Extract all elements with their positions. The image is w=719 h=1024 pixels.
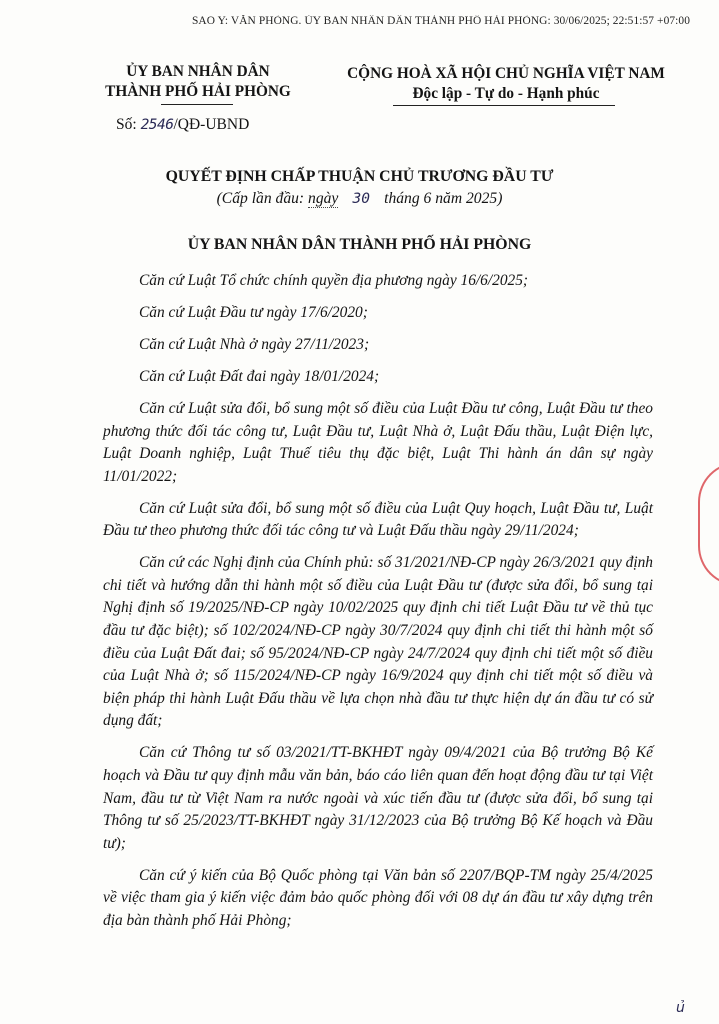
issue-line: [0, 190, 719, 208]
legal-basis-paragraph: Căn cứ Luật Tổ chức chính quyền địa phương ngày 16/6/2025;: [139, 272, 529, 289]
legal-basis-paragraph: Căn cứ Thông tư số 03/2021/TT-BKHĐT ngày 09/4/2021 của Bộ trưởng Bộ Kế hoạch và Đầu tư quy định mẫu văn bản, báo cáo liên quan đến hoạt động đầu tư tại Việt Nam, đầu tư từ Việt Nam ra nước ngoài và xúc tiến đầu tư (được sửa đổi, bổ sung tại Thông tư số 25/2023/TT-BKHĐT ngày 31/12/2023 của Bộ trưởng Bộ Kế hoạch và Đầu tư);: [103, 744, 653, 852]
legal-basis-paragraph: Căn cứ Luật sửa đổi, bổ sung một số điều của Luật Đầu tư công, Luật Đầu tư theo phương thức đối tác công tư, Luật Đầu tư, Luật Nhà ở, Luật Đấu thầu, Luật Điện lực, Luật Doanh nghiệp, Luật Thuế tiêu thụ đặc biệt, Luật Thi hành án dân sự ngày 11/01/2022;: [103, 399, 653, 485]
legal-basis-paragraph: Căn cứ Luật Đất đai ngày 18/01/2024;: [139, 367, 380, 385]
legal-basis-body: [103, 270, 653, 942]
digital-copy-stamp: SAO Y: VĂN PHÒNG. ỦY BAN NHÂN DÂN THÀNH PHỐ HẢI PHÒNG: 30/06/2025; 22:51:57 +07:00: [192, 15, 691, 27]
agency-line-2: THÀNH PHỐ HẢI PHÒNG: [105, 83, 291, 100]
legal-basis-paragraph: Căn cứ các Nghị định của Chính phủ: số 31/2021/NĐ-CP ngày 26/3/2021 quy định chi tiết và hướng dẫn thi hành một số điều của Luật Đầu tư (được sửa đổi, bổ sung tại Nghị định số 19/2025/NĐ-CP ngày 10/02/2025 quy định chi tiết Luật Đầu tư về thủ tục đầu tư đặc biệt); số 102/2024/NĐ-CP ngày 30/7/2024 quy định chi tiết thi hành một số điều của Luật Đất đai; số 95/2024/NĐ-CP ngày 24/7/2024 quy định chi tiết một số điều của Luật Nhà ở; số 115/2024/NĐ-CP ngày 16/9/2024 quy định chi tiết một số điều và biện pháp thi hành Luật Đấu thầu về lựa chọn nhà đầu tư thực hiện dự án đầu tư có sử dụng đất;: [103, 554, 653, 730]
motto-underline: [393, 105, 615, 106]
doc-number-handwritten: 2546: [140, 117, 174, 133]
national-header: [326, 64, 686, 104]
issuing-agency: [100, 62, 296, 102]
issue-prefix: (Cấp lần đầu:: [216, 190, 309, 207]
legal-basis-paragraph: Căn cứ Luật Đầu tư ngày 17/6/2020;: [139, 303, 368, 321]
page-initials: ủ: [676, 1000, 685, 1016]
issue-day-label: ngày: [308, 190, 339, 207]
doc-number-suffix: /QĐ-UBND: [173, 116, 250, 133]
agency-underline: [161, 104, 233, 105]
legal-basis-paragraph: Căn cứ Luật Nhà ở ngày 27/11/2023;: [139, 335, 370, 353]
issue-rest: tháng 6 năm 2025): [380, 190, 503, 207]
legal-basis-paragraph: Căn cứ Luật sửa đổi, bổ sung một số điều của Luật Quy hoạch, Luật Đầu tư, Luật Đầu tư theo phương thức đối tác công tư và Luật Đấu thầu ngày 29/11/2024;: [103, 499, 653, 540]
doc-number-prefix: Số:: [116, 116, 141, 133]
authority-heading: ỦY BAN NHÂN DÂN THÀNH PHỐ HẢI PHÒNG: [187, 236, 532, 253]
document-number: [116, 116, 249, 134]
legal-basis-paragraph: Căn cứ ý kiến của Bộ Quốc phòng tại Văn bản số 2207/BQP-TM ngày 25/4/2025 về việc tham gia ý kiến việc đảm bảo quốc phòng đối với 08 dự án đầu tư xây dựng trên địa bàn thành phố Hải Phòng;: [103, 866, 653, 929]
red-seal-fragment: [698, 462, 719, 586]
national-motto: Độc lập - Tự do - Hạnh phúc: [412, 85, 600, 102]
decision-title: QUYẾT ĐỊNH CHẤP THUẬN CHỦ TRƯƠNG ĐẦU TƯ: [165, 168, 554, 185]
agency-line-1: ỦY BAN NHÂN DÂN: [126, 63, 270, 80]
issue-day-handwritten: 30: [352, 191, 370, 207]
nation-name: CỘNG HOÀ XÃ HỘI CHỦ NGHĨA VIỆT NAM: [347, 65, 665, 82]
